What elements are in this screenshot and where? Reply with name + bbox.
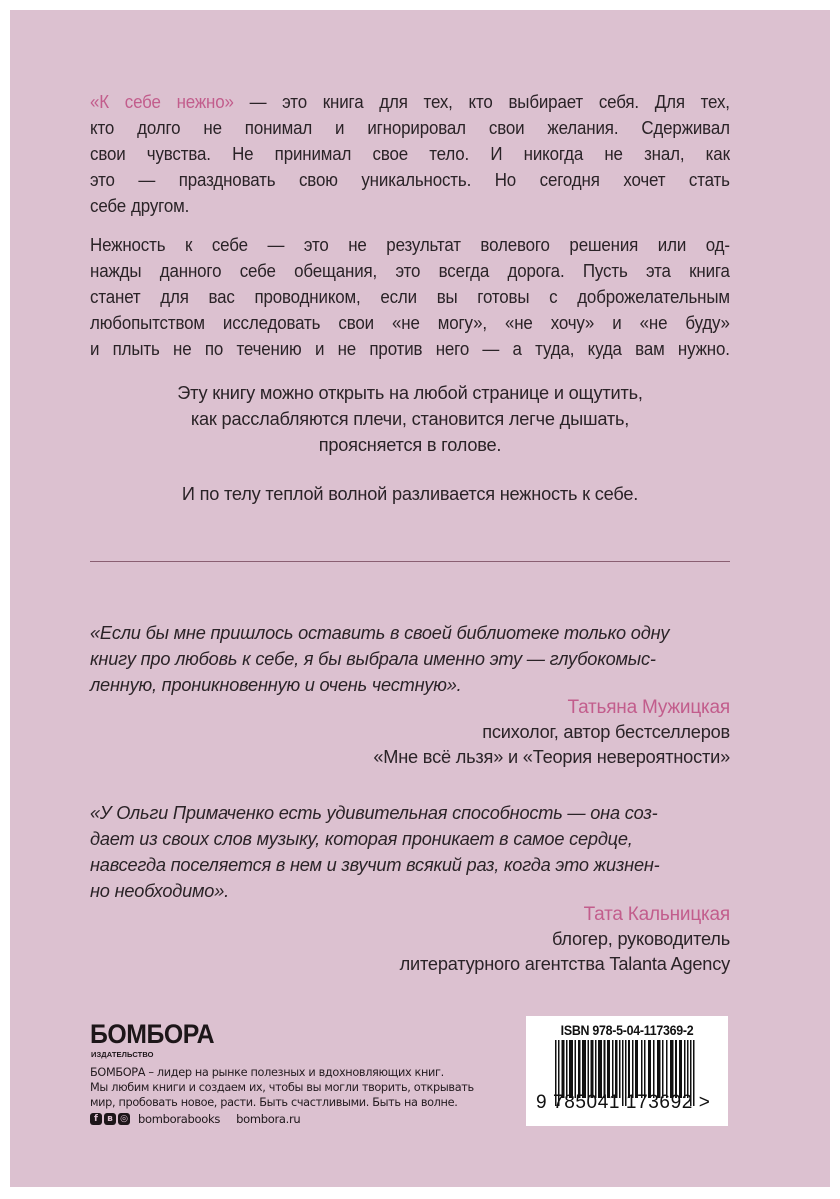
quote-2-line-1: «У Ольги Примаченко есть удивительная способность — она соз-	[90, 803, 658, 823]
social-links	[90, 1112, 300, 1126]
desc-line-5: и плыть не по течению и не против него — а туда, куда вам нужно.	[90, 339, 730, 359]
facebook-icon[interactable]: f	[90, 1113, 102, 1125]
centered-paragraph	[90, 380, 730, 458]
quote-1-role-line-2: «Мне всё льзя» и «Теория невероятности»	[373, 747, 730, 767]
intro-line-2: кто долго не понимал и игнорировал свои желания. Сдерживал	[90, 118, 730, 138]
quote-2-line-3: навсегда поселяется в нем и звучит всякий раз, когда это жизнен-	[90, 855, 660, 875]
website-link[interactable]: bombora.ru	[236, 1112, 301, 1126]
book-title-phrase: «К себе нежно»	[90, 92, 234, 112]
quote-1-attribution	[373, 695, 730, 770]
intro-line-1-text: — это книга для тех, кто выбирает себя. Для тех,	[233, 92, 730, 112]
quote-1-line-1: «Если бы мне пришлось оставить в своей библиотеке только одну	[90, 623, 670, 643]
centered-line-1: Эту книгу можно открыть на любой странице и ощутить,	[177, 383, 643, 403]
barcode-digits: 9 785041 173692 >	[536, 1092, 711, 1113]
desc-line-2: нажды данного себе обещания, это всегда дорога. Пусть эта книга	[90, 261, 730, 281]
publisher-desc-line-3: мир, пробовать новое, расти. Быть счастливыми. Быть на волне.	[90, 1096, 458, 1109]
closing-line-text: И по телу теплой волной разливается нежность к себе.	[181, 484, 639, 504]
desc-line-3: станет для вас проводником, если вы готовы с доброжелательным	[90, 287, 730, 307]
isbn-label: ISBN 978-5-04-117369-2	[560, 1023, 694, 1038]
review-quote-2	[90, 800, 730, 904]
social-handle-link[interactable]: bomborabooks	[138, 1112, 221, 1126]
quote-2-role-line-1: блогер, руководитель	[551, 929, 730, 949]
centered-line-3: проясняется в голове.	[318, 435, 502, 455]
quote-1-line-2: книгу про любовь к себе, я бы выбрала именно эту — глубокомыс-	[90, 649, 656, 669]
quote-2-author: Тата Кальницкая	[583, 904, 730, 925]
instagram-icon[interactable]: ◎	[118, 1113, 130, 1125]
quote-2-line-2: дает из своих слов музыку, которая проникает в самое сердце,	[90, 829, 633, 849]
quote-2-role-line-2: литературного агентства Talanta Agency	[399, 954, 730, 974]
publisher-description	[90, 1065, 474, 1110]
intro-line-4: это — праздновать свою уникальность. Но сегодня хочет стать	[90, 170, 730, 190]
intro-paragraph	[90, 89, 730, 219]
intro-line-5: себе другом.	[90, 196, 190, 216]
centered-line-2: как расслабляются плечи, становится легче дышать,	[190, 409, 630, 429]
closing-line	[90, 481, 730, 507]
quote-1-role-line-1: психолог, автор бестселлеров	[482, 722, 730, 742]
publisher-desc-line-2: Мы любим книги и создаем их, чтобы вы могли творить, открывать	[90, 1081, 474, 1094]
intro-line-1	[90, 89, 730, 115]
review-quote-1	[90, 620, 730, 698]
desc-line-4: любопытством исследовать свои «не могу», «не хочу» и «не буду»	[90, 313, 730, 333]
isbn-barcode	[526, 1016, 728, 1126]
description-paragraph	[90, 232, 730, 362]
quote-2-attribution	[400, 902, 730, 977]
publisher-desc-line-1: БОМБОРА – лидер на рынке полезных и вдохновляющих книг.	[90, 1066, 444, 1079]
desc-line-1: Нежность к себе — это не результат волевого решения или од-	[90, 235, 730, 255]
quote-1-author: Татьяна Мужицкая	[567, 697, 730, 718]
quote-2-line-4: но необходимо».	[90, 881, 229, 901]
publisher-logo: БОМБОРА	[90, 1019, 215, 1049]
intro-line-3: свои чувства. Не принимал свое тело. И никогда не знал, как	[90, 144, 730, 164]
quote-1-line-3: ленную, проникновенную и очень честную».	[90, 675, 462, 695]
section-divider	[90, 561, 730, 562]
publisher-logo-subtitle: ИЗДАТЕЛЬСТВО	[91, 1050, 154, 1059]
vk-icon[interactable]: в	[104, 1113, 116, 1125]
